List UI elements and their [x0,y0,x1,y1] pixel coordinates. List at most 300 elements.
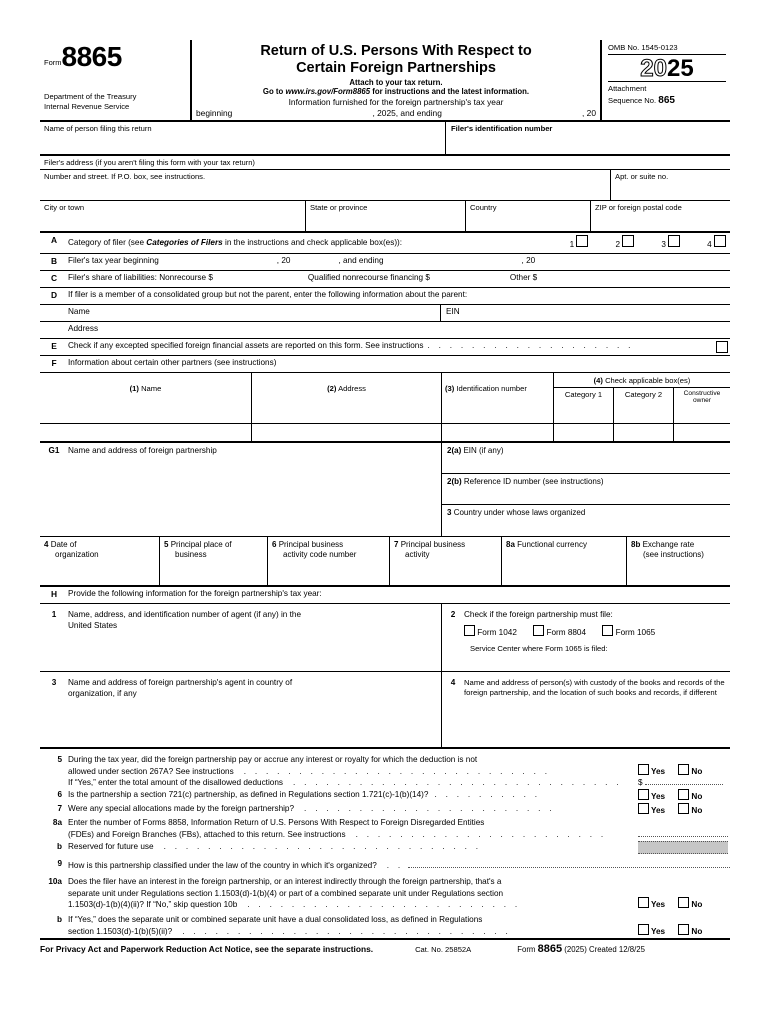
country-label: Country [470,203,497,213]
col-8b-num: 8b [631,539,641,549]
row-a-text-pre: Category of filer (see [68,237,147,247]
question-10a-line3-row [68,899,638,911]
col-8b-line2: (see instructions) [643,550,704,560]
functional-currency-field[interactable] [502,537,627,585]
col-5-num: 5 [164,539,169,549]
checkbox-icon[interactable] [638,789,649,800]
no-label: No [691,766,703,776]
service-center-label: Service Center where Form 1065 is filed: [470,644,608,654]
col-8b-line1: Exchange rate [642,539,695,549]
question-10a-yes[interactable] [638,900,665,909]
footer-form-id [517,943,645,955]
parent-ein-label: EIN [446,306,460,316]
question-9-input[interactable] [408,858,731,868]
question-5-yes[interactable] [638,767,665,776]
tax-year-suffix: 25 [667,55,694,82]
row-h-text: Provide the following information for the foreign partnership's tax year: [68,588,322,598]
h-row-3-4 [40,672,730,749]
h3-line2: organization, if any [68,688,137,698]
disallowed-deduction-input[interactable] [645,784,723,785]
omb-block [602,40,730,120]
question-10a-answer [638,897,730,911]
country-field[interactable] [465,201,590,231]
h2-body [464,607,726,668]
h-row-1-2 [40,604,730,672]
question-10a-line3: 1.1503(d)-1(b)(4)(ii)? If “No,” skip question 10b [68,900,238,910]
check-group-num: (4) [593,375,603,385]
g-right-column [442,443,730,536]
row-h-header [40,587,730,604]
principal-business-activity-code-field[interactable] [268,537,390,585]
zip-label: ZIP or foreign postal code [595,203,682,213]
question-5-sub-body [68,777,638,789]
cell-category-2[interactable] [614,406,674,423]
cell-address[interactable] [252,424,442,441]
other-partners-table [40,373,730,443]
must-file-checkboxes [464,625,726,639]
question-5-no[interactable] [678,767,702,776]
checkbox-form-1065-label: Form 1065 [615,627,656,637]
country-organized-num: 3 [447,507,452,517]
h4-line1: Name and address of person(s) with custody of the books and records of the [464,677,725,687]
yes-label: Yes [651,900,666,910]
row-b-begin-input[interactable] [159,256,277,267]
question-7-leader: . . . . . . . . . . . . . . . . . . . . . . . [304,804,555,814]
col-7-line2: activity [405,550,430,560]
checkbox-icon[interactable] [638,924,649,935]
question-10a-no[interactable] [678,900,702,909]
question-10a-body [68,876,638,912]
row-b-gap [290,256,338,267]
goto-suffix: for instructions and the latest information. [372,87,530,97]
row-d-address [40,322,730,339]
zip-field[interactable] [590,201,730,231]
us-agent-field[interactable] [40,604,442,671]
question-10a [40,876,730,912]
checkbox-form-1042-label: Form 1042 [477,627,517,637]
question-6-answer [638,789,730,803]
question-5-sub [40,777,730,789]
question-6-leader: . . . . . . . . . . [434,790,541,800]
footer-created-date: Created 12/8/25 [588,945,645,955]
dollar-sign: $ [638,778,643,788]
yes-label: Yes [651,927,666,937]
footer-form-word: Form [517,945,536,955]
question-9-text: How is this partnership classified under the law of the country in which it's organized? [68,860,377,870]
question-8a-leader: . . . . . . . . . . . . . . . . . . . . . . . [355,830,607,840]
h2-num: 2 [450,609,456,619]
question-10a-num: 10a [48,876,62,886]
row-d-text: If filer is a member of a consolidated group but not the parent, enter the following information about the parent: [68,289,468,299]
g1-text: Name and address of foreign partnership [68,445,217,455]
question-10b-body [68,914,638,938]
h1-body [68,607,437,668]
question-7-no[interactable] [678,806,702,815]
parent-address-field[interactable] [68,322,730,338]
row-e-letter: E [51,340,57,351]
col-header-name [40,373,252,406]
cell-category-2[interactable] [614,424,674,441]
privacy-act-notice: For Privacy Act and Paperwork Reduction Act Notice, see the separate instructions. [40,944,374,955]
question-10a-line2: separate unit under Regulations section 1.1503(d)-1(b)(4) or part of a combined separate unit under Regulations section [68,888,504,898]
row-b-letter: B [50,255,58,266]
row-b-tax-year [40,254,730,271]
checkbox-form-1042[interactable] [464,628,517,637]
col-6-line1: Principal business [278,539,344,549]
row-d-name-ein [40,305,730,322]
ein-num: 2(a) [447,445,462,455]
form-8865 [40,40,730,955]
question-10b-line2: section 1.1503(d)-1(b)(5)(ii)? [68,927,173,937]
question-7-answer [638,803,730,817]
category-box-2[interactable] [615,235,634,251]
cell-address[interactable] [252,406,442,423]
goto-instruction [196,87,596,96]
footer-form-number: 8865 [537,943,563,956]
row-b-begin-year: , 20 [276,255,291,265]
question-8a-line2-row [68,829,638,841]
nonrecourse-input[interactable] [213,273,308,284]
question-5-line2-row [68,766,638,778]
ending-suffix: , 20 [582,108,597,119]
checkbox-icon[interactable] [678,789,689,800]
state-field[interactable] [305,201,465,231]
cell-name[interactable] [40,424,252,441]
agency-block [44,92,190,113]
question-5-sub-num [40,777,68,789]
disallowed-deduction-amount[interactable] [638,777,730,789]
question-10b [40,914,730,938]
question-7-num: 7 [57,804,62,814]
row-d-consolidated-group [40,288,730,305]
qualified-nonrecourse-input[interactable] [430,273,510,284]
ein-field[interactable] [442,443,730,474]
row-a-category-of-filer [40,233,730,254]
col-header-category-2: Category 2 [614,388,674,406]
city-row [40,201,730,233]
foreign-agent-field[interactable] [40,672,442,747]
question-9-num: 9 [57,858,62,868]
question-10b-yes[interactable] [638,927,665,936]
apt-field[interactable] [610,170,730,200]
attach-instruction: Attach to your tax return. [349,78,443,88]
question-6-yes[interactable] [638,792,665,801]
question-6 [40,789,730,803]
filer-name-row [40,122,730,156]
city-field[interactable] [40,201,305,231]
parent-ein-field[interactable] [440,305,730,321]
col-header-constructive-owner: Constructive owner [683,389,721,404]
catalog-number: Cat. No. 25852A [415,945,472,955]
form-identity-block [40,40,190,120]
question-5-num: 5 [57,754,62,764]
yes-label: Yes [651,792,666,802]
g1-letter: G1 [48,445,60,455]
question-8a-num: 8a [52,818,62,828]
no-label: No [691,792,703,802]
filer-id-label: Filer's identification number [451,124,553,134]
question-8a [40,817,730,841]
row-b-end-input[interactable] [384,256,522,267]
check-subheader-row [554,387,730,406]
col-4-line2: organization [55,550,99,560]
col-header-check-group [554,373,730,406]
question-8a-line2: (FDEs) and Foreign Branches (FBs), attached to this return. See instructions [68,830,346,840]
h3-num: 3 [51,677,57,687]
col-header-address-text: Address [338,383,366,393]
checkbox-icon[interactable] [714,235,726,247]
question-10b-line1: If “Yes,” does the separate unit or combined separate unit have a dual consolidated loss, as defined in Regulations [68,915,483,925]
row-b-begin-label: Filer's tax year beginning [68,255,159,265]
col-4-num: 4 [44,539,49,549]
filer-name-field[interactable] [40,122,445,154]
row-c-content [68,271,730,286]
cell-constructive-owner[interactable] [674,424,730,441]
question-5 [40,754,730,778]
category-box-1[interactable] [570,235,589,251]
question-8a-line1: Enter the number of Forms 8858, Information Return of U.S. Persons With Respect to Foreign Disregarded Entities [68,818,485,828]
tax-year [608,55,726,81]
question-7 [40,803,730,817]
h3-body [68,675,437,744]
question-5-answer [638,764,730,778]
attachment-number: 865 [658,95,675,107]
question-6-body [68,789,638,803]
form-word-label: Form [44,57,62,67]
checkbox-icon[interactable] [668,235,680,247]
parent-name-label: Name [68,306,90,316]
row-a-text-emph: Categories of Filers [146,237,223,247]
h4-num: 4 [450,677,456,687]
street-field[interactable] [40,170,610,200]
filer-address-label [40,156,730,170]
h2-text: Check if the foreign partnership must file: [464,609,613,619]
tax-year-info-line: Information furnished for the foreign partnership's tax year [288,97,504,108]
form-footer [40,938,730,955]
other-label: Other $ [509,272,538,282]
yes-label: Yes [651,766,666,776]
no-label: No [691,927,703,937]
checkbox-icon[interactable] [678,764,689,775]
principal-business-activity-field[interactable] [390,537,502,585]
col-5-line1: Principal place of [170,539,232,549]
no-label: No [691,900,703,910]
row-a-text [68,238,402,249]
category-box-4[interactable] [707,235,726,251]
question-8a-answer[interactable] [638,825,730,841]
checkbox-form-8804-label: Form 8804 [546,627,587,637]
category-box-3[interactable] [661,235,680,251]
h4-body [464,675,726,744]
checkbox-icon[interactable] [678,924,689,935]
street-label: Number and street. If P.O. box, see instructions. [44,172,206,182]
forms-8858-count-input[interactable] [638,825,728,837]
row-d-letter: D [50,289,58,300]
col-8a-line1: Functional currency [517,539,587,549]
row-e-text: Check if any excepted specified foreign financial assets are reported on this form. See instructions [68,341,424,351]
row-f-other-partners [40,356,730,373]
col-5-line2: business [175,550,207,560]
question-6-no[interactable] [678,792,702,801]
checkbox-icon[interactable] [678,803,689,814]
row-a-content [68,233,730,253]
cell-category-1[interactable] [554,406,614,423]
reference-id-num: 2(b) [447,476,462,486]
omb-number: OMB No. 1545-0123 [608,43,726,55]
row-e-content [68,339,730,355]
ein-label: EIN (if any) [463,445,504,455]
question-8b-answer [638,841,730,858]
row-e-leader: . . . . . . . . . . . . . . . . . . . [427,341,634,351]
question-8b-num: b [56,841,62,851]
country-organized-field[interactable] [442,505,730,536]
reference-id-label: Reference ID number (see instructions) [463,476,604,486]
row-d-name-spacer [40,305,68,321]
checkbox-icon[interactable] [638,803,649,814]
row-b-content [68,254,730,269]
books-records-custodian-field[interactable] [442,672,730,747]
filer-address-label-text: Filer's address (if you aren't filing this form with your tax return) [44,158,255,168]
col-7-num: 7 [394,539,399,549]
col-header-name-num: (1) [129,383,139,393]
country-organized-label: Country under whose laws organized [453,507,586,517]
question-5-leader: . . . . . . . . . . . . . . . . . . . . . . . . . . . . [243,766,551,776]
col-header-identification [442,373,554,406]
form-title-line-1: Return of U.S. Persons With Respect to [260,43,532,59]
question-10b-num: b [56,915,62,925]
row-h-letter: H [50,588,58,599]
questions-block [40,749,730,938]
col-6-line2: activity code number [283,550,357,560]
col-header-id-num: (3) [445,383,455,393]
parent-name-field[interactable] [68,305,440,321]
department-line-1: Department of the Treasury [44,91,137,101]
question-8b-body [68,841,638,858]
checkbox-icon[interactable] [622,235,634,247]
checkbox-icon[interactable] [464,625,475,636]
row-c-liabilities [40,271,730,288]
question-9-leader: . . [386,860,404,870]
col-6-num: 6 [272,539,277,549]
organization-details-row [40,537,730,587]
row-d-address-spacer [40,322,68,338]
question-10a-line1: Does the filer have an interest in the foreign partnership, or an interest indirectly through the foreign partnership, that's a [68,876,502,886]
reserved-gray-fill [638,841,728,854]
table-row[interactable] [40,406,730,424]
g1-partnership-name-address[interactable] [40,443,442,536]
col-8a-num: 8a [506,539,515,549]
col-header-name-text: Name [141,383,162,393]
checkbox-icon[interactable] [533,625,544,636]
category-box-4-label: 4 [707,240,712,250]
exchange-rate-field[interactable] [627,537,730,585]
question-6-num: 6 [57,790,62,800]
parent-address-label: Address [68,323,99,333]
must-file-field [442,604,730,671]
h3-line1: Name and address of foreign partnership's agent in country of [68,677,293,687]
filer-name-label: Name of person filing this return [44,124,152,134]
ending-input[interactable] [442,108,582,118]
h1-num: 1 [51,609,57,619]
checkbox-icon[interactable] [638,897,649,908]
row-c-letter: C [50,272,58,283]
question-8a-body [68,817,638,841]
no-label: No [691,806,703,816]
checkbox-icon[interactable] [678,897,689,908]
table-row[interactable] [40,424,730,441]
question-7-yes[interactable] [638,806,665,815]
attachment-label-2: Sequence No. [608,96,657,106]
principal-place-of-business-field[interactable] [160,537,268,585]
h1-line2: United States [68,620,118,630]
category-box-3-label: 3 [661,240,666,250]
checkbox-icon[interactable] [638,764,649,775]
check-group-text: Check applicable box(es) [605,375,691,385]
row-b-end-year: , 20 [521,255,536,265]
goto-url[interactable]: www.irs.gov/Form8865 [285,87,371,97]
tax-year-century: 20 [640,55,667,82]
apt-label: Apt. or suite no. [615,172,669,182]
reference-id-field[interactable] [442,474,730,505]
department-line-2: Internal Revenue Service [44,101,130,111]
question-7-text: Were any special allocations made by the foreign partnership? [68,804,295,814]
date-of-organization-field[interactable] [40,537,160,585]
question-7-body [68,803,638,817]
row-f-letter: F [51,357,57,368]
question-9 [40,858,730,872]
beginning-label: beginning [196,108,233,119]
checkbox-form-1065[interactable] [602,628,655,637]
col-7-line1: Principal business [400,539,466,549]
form-title-block [190,40,602,120]
row-a-letter: A [50,235,58,246]
question-10a-leader: . . . . . . . . . . . . . . . . . . . . . . . . . [247,900,521,910]
question-10b-no[interactable] [678,927,702,936]
cell-category-1[interactable] [554,424,614,441]
row-f-text: Information about certain other partners (see instructions) [68,357,277,367]
cell-identification[interactable] [442,406,554,423]
category-box-2-label: 2 [615,240,621,250]
question-5-body [68,754,638,778]
question-5-line1: During the tax year, did the foreign partnership pay or accrue any interest or royalty for which the deduction is not [68,754,478,764]
checkbox-icon[interactable] [716,341,728,353]
yes-label: Yes [651,806,666,816]
question-10b-line2-row [68,926,638,938]
question-10b-leader: . . . . . . . . . . . . . . . . . . . . . . . . . . . . . . [182,927,512,937]
checkbox-icon[interactable] [576,235,588,247]
checkbox-form-8804[interactable] [533,628,586,637]
col-header-category-1: Category 1 [554,388,614,406]
checkbox-icon[interactable] [602,625,613,636]
qualified-nonrecourse-label: Qualified nonrecourse financing $ [307,272,430,282]
question-6-text: Is the partnership a section 721(c) partnership, as defined in Regulations section 1.721(c)-1(b)(14)? [68,790,429,800]
cell-name[interactable] [40,406,252,423]
col-4-line1: Date of [50,539,77,549]
other-partners-header-row [40,373,730,406]
cell-constructive-owner[interactable] [674,406,730,423]
check-applicable-title [554,373,730,387]
cell-identification[interactable] [442,424,554,441]
question-10b-answer [638,924,730,938]
col-header-address [252,373,442,406]
filer-id-field[interactable] [445,122,730,154]
question-8b [40,841,730,858]
h1-line1: Name, address, and identification number of agent (if any) in the [68,609,302,619]
question-8b-leader: . . . . . . . . . . . . . . . . . . . . . . . . . . . . . [163,841,482,851]
form-number: 8865 [61,41,122,72]
beginning-input[interactable] [232,108,372,118]
question-5-line2: allowed under section 267A? See instructions [68,766,234,776]
